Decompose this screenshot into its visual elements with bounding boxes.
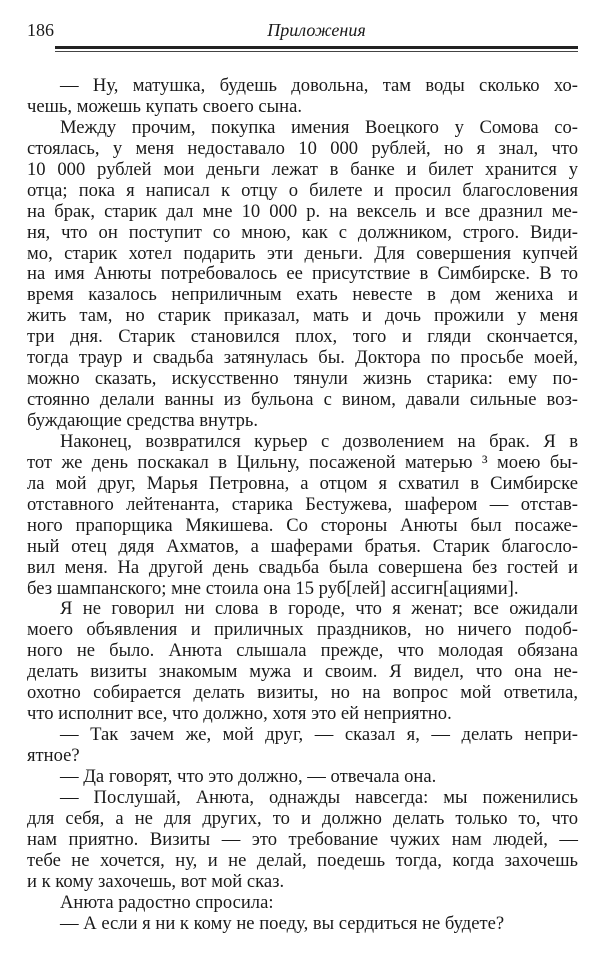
text-line: чешь, можешь купать своего сына. xyxy=(27,95,303,117)
text-line: 10 000 рублей мои деньги лежат в банке и билет хранится у xyxy=(27,158,578,180)
text-line: ный отец дядя Ахматов, а шаферами братья. Старик благосло- xyxy=(27,535,578,557)
header-rule-thick xyxy=(55,46,578,49)
text-line: на имя Анюты потребовалось ее присутствие в Симбирске. В то xyxy=(27,263,578,285)
page-number: 186 xyxy=(27,20,54,40)
body-text xyxy=(27,76,578,934)
header-rule-thin xyxy=(55,51,578,52)
text-line: ного не было. Анюта слышала прежде, что молодая обязана xyxy=(27,640,578,662)
text-line: отставного лейтенанта, старика Бестужева, шафером — отстав- xyxy=(27,493,578,515)
text-line: моего объявления и приличных праздников, но ничего подоб- xyxy=(27,619,578,641)
text-line: ятное? xyxy=(27,745,80,766)
text-line: отца; пока я написал к отцу о билете и просил благословения xyxy=(27,179,578,201)
text-line: ного прапорщика Мякишева. Со стороны Анюты был посаже- xyxy=(27,514,578,536)
text-line: Я не говорил ни слова в городе, что я женат; все ожидали xyxy=(60,598,578,620)
text-line: — Да говорят, что это должно, — отвечала она. xyxy=(60,765,437,787)
text-line: стоялась, у меня недоставало 10 000 рублей, но я знал, что xyxy=(27,137,578,159)
text-line: буждающие средства внутрь. xyxy=(27,410,259,431)
text-line: и к кому захочешь, вот мой сказ. xyxy=(27,870,285,892)
running-title: Приложения xyxy=(267,20,366,40)
text-line: Анюта радостно спросила: xyxy=(60,891,274,913)
text-line: мо, старик хотел подарить эти деньги. Для совершения купчей xyxy=(27,242,578,264)
text-line: три дня. Старик становился плох, того и гляди скончается, xyxy=(27,326,578,348)
text-line: тебе не хочется, ну, и не делай, поедешь тогда, когда захочешь xyxy=(27,849,578,871)
text-line: без шампанского; мне стоила она 15 руб[лей] ассигн[ациями]. xyxy=(27,577,519,599)
text-line: — Послушай, Анюта, однажды навсегда: мы поженились xyxy=(60,786,578,808)
text-line: — А если я ни к кому не поеду, вы сердиться не будете? xyxy=(60,912,505,934)
text-line: стоянно делали ванны из бульона с вином, давали сильные воз- xyxy=(27,389,578,411)
text-line: ла мой друг, Марья Петровна, а отцом я схватил в Симбирске xyxy=(27,472,578,494)
text-line: тот же день поскакал в Цильну, посаженой матерью ³ моею бы- xyxy=(27,451,578,473)
text-line: на брак, старик дал мне 10 000 р. на вексель и все дразнил ме- xyxy=(27,200,578,222)
text-line: тогда траур и свадьба затянулась бы. Доктора по просьбе моей, xyxy=(27,347,578,369)
text-line: — Ну, матушка, будешь довольна, там воды сколько хо- xyxy=(60,75,578,96)
text-line: для себя, а не для других, то и должно делать только то, что xyxy=(27,807,578,829)
text-line: Наконец, возвратился курьер с дозволением на брак. Я в xyxy=(60,430,578,452)
text-line: жить там, но старик приказал, мать и дочь прожили у меня xyxy=(27,305,578,327)
text-line: ня, что он поступит со мною, как с должником, строго. Види- xyxy=(27,221,578,243)
text-line: нам приятно. Визиты — это требование чужих нам людей, — xyxy=(27,828,578,850)
text-line: охотно собирается делать визиты, но на вопрос мой ответила, xyxy=(27,682,578,704)
text-line: время казалось неприличным ехать невесте в дом жениха и xyxy=(27,284,578,306)
text-line: что исполнит все, что должно, хотя это ей неприятно. xyxy=(27,703,452,725)
text-line: можно сказать, искусственно тянули жизнь старика: ему по- xyxy=(27,368,578,390)
text-line: — Так зачем же, мой друг, — сказал я, — делать непри- xyxy=(60,724,578,746)
text-line: Между прочим, покупка имения Воецкого у Сомова со- xyxy=(60,116,578,138)
text-line: делать визиты знакомым мужа и своим. Я видел, что она не- xyxy=(27,661,578,683)
text-line: вил меня. На другой день свадьба была совершена без гостей и xyxy=(27,556,578,578)
